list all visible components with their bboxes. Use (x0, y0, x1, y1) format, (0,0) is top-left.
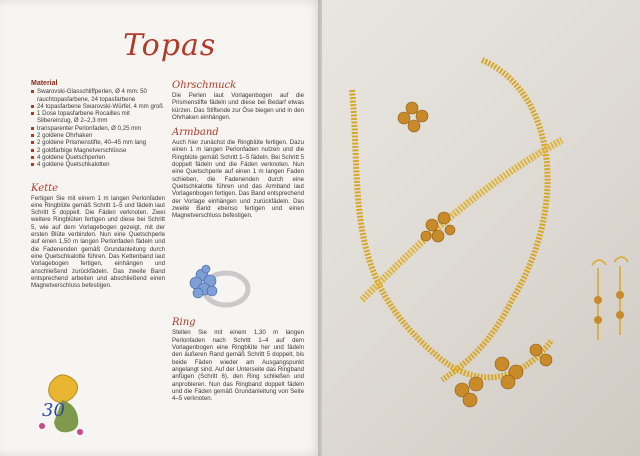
material-list (31, 88, 165, 168)
right-page-photo (322, 0, 640, 456)
page-number: 30 (42, 400, 65, 421)
necklace-strand-shape (442, 60, 548, 380)
page-title: Topas (123, 28, 217, 63)
jewelry-photo (322, 0, 640, 456)
list-item: 1 Dose topasfarbene Rocailles mit Silbereinzug, Ø 2–2,3 mm (31, 110, 165, 125)
earrings-shape (592, 257, 628, 340)
ring-heading: Ring (172, 317, 196, 329)
list-item: 2 goldfarbige Magnetverschlüsse (31, 147, 165, 154)
ohrschmuck-text: Die Perlen laut Vorlagenbogen auf die Prismenstifte fädeln und diese bei Bedarf etwas kürzen. Das Stiftende zur Öse biegen und in den Ohrhaken einhängen. (172, 92, 304, 121)
armband-text: Auch hier zunächst die Ringblüte fertigen. Dazu einen 1 m langen Perlonfaden nutzen und die Ringblüte gemäß Schritt 1–5 fädeln. Bei Schritt 5 doppelt fädeln und die Fäden verknoten. Nun eine Quetschperle auf einen 1 m langen Faden schieben, die Fadenenden durch eine Quetschkalotte führen und das Armband laut Vorlagenbogen fertigen. Das Band entsprechend der Vorlage einhängen und zurückfädeln. Das zweite Band ebenso fertigen und einen Magnetverschluss befestigen. (172, 139, 304, 220)
kette-text: Fertigen Sie mit einem 1 m langen Perlonfaden eine Ringblüte gemäß Schritt 1–5 und fädeln laut Schritt 5 doppelt. Die Fäden verknoten. Zwei weitere Ringblüten fertigen und diese bei Schritt 5, wie auf dem Vorlagebogen gezeigt, mit der ersten Blüte verbinden. Nun eine Quetschperle auf einen 1,50 m langen Perlonfaden fädeln und die Fadenenden gemäß Grundanleitung durch eine Quetschkalotte führen. Das Kettenband laut Vorlagebogen fertigen, einhängen und anschließend zurückfädeln. Das zweite Band entsprechend arbeiten und abschließend einen Magnetverschluss befestigen. (31, 194, 165, 290)
decorative-clip-art (30, 366, 100, 446)
list-item: Swarovski-Glasschliffperlen, Ø 4 mm: 50 rauchtopasfarbene, 24 topasfarbene (31, 88, 165, 103)
ring-flower-shape (398, 102, 428, 132)
material-column (31, 80, 165, 295)
list-item: transparenter Perlonfaden, Ø 0,25 mm (31, 125, 165, 132)
instructions-column (172, 80, 304, 408)
list-item: 2 goldene Prismenstifte, 40–45 mm lang (31, 139, 165, 146)
list-item: 4 goldene Quetschkalotten (31, 161, 165, 168)
ohrschmuck-heading: Ohrschmuck (172, 80, 237, 91)
armband-heading: Armband (172, 127, 219, 139)
list-item: 2 goldene Ohrhaken (31, 132, 165, 139)
material-heading: Material (31, 80, 58, 87)
kette-heading: Kette (31, 182, 59, 194)
list-item: 4 goldene Quetschperlen (31, 154, 165, 161)
ring-text: Stellen Sie mit einem 1,30 m langen Perlonfaden nach Schritt 1–4 auf dem Vorlagenbogen eine Ringblüte her und fädeln den äußeren Rand gemäß Schritt 5 doppelt, bis beide Fäden wieder am Ausgangspunkt angelangt sind. Auf der Unterseite das Ringband anfügen (Schritt 6), den Ring schließen und anprobieren. Nun das Ringband doppelt fädeln und die Fäden gemäß Grundanleitung von Seite 4–5 verknoten. (172, 329, 304, 403)
list-item: 24 topasfarbene Swarovski-Würfel, 4 mm groß (31, 103, 165, 110)
bracelet-strand-shape (362, 140, 562, 300)
ring-photo (178, 255, 256, 317)
